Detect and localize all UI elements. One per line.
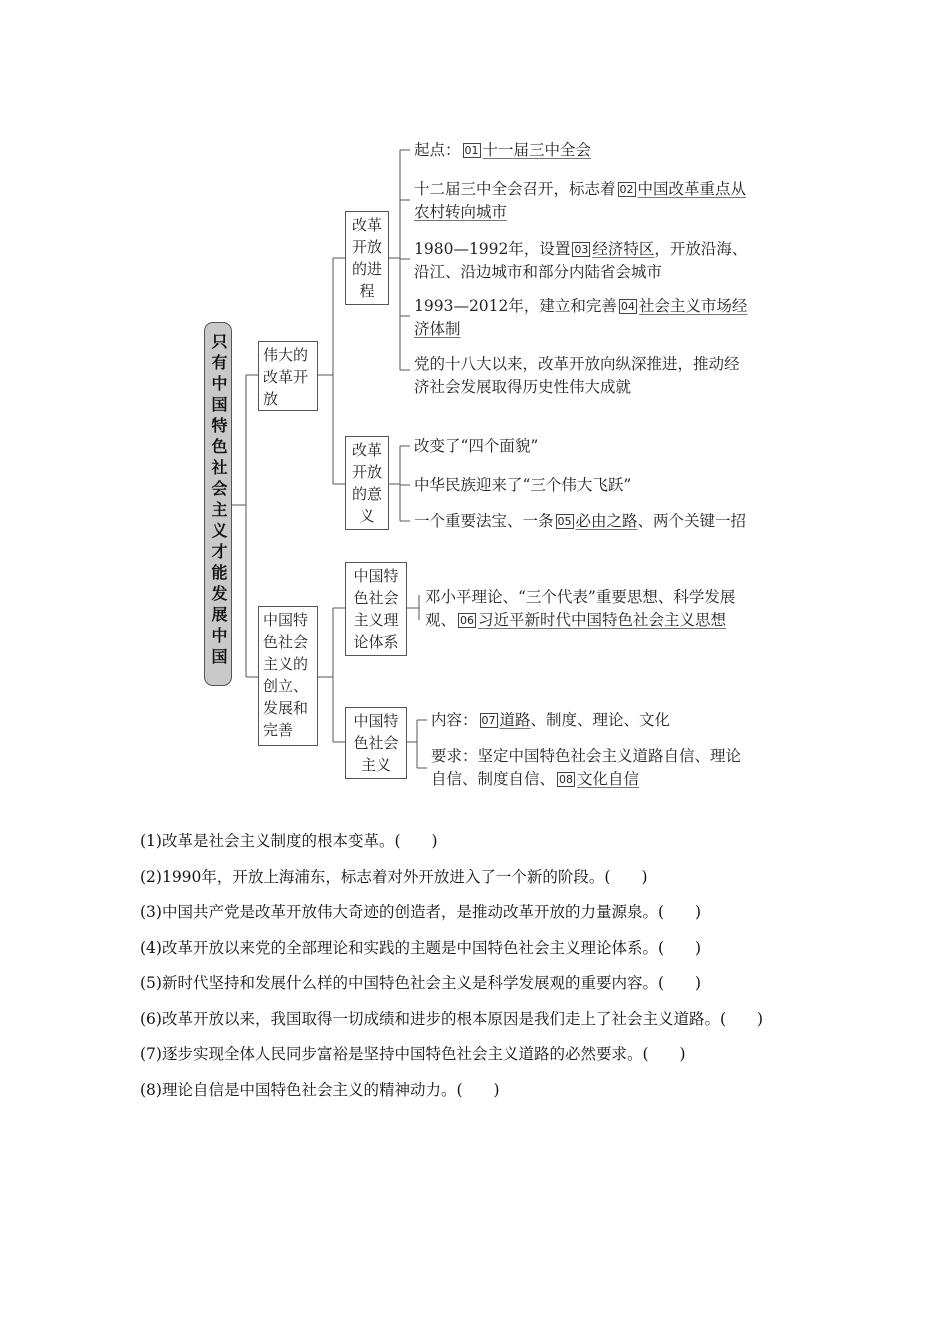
question-5: (5)新时代坚持和发展什么样的中国特色社会主义是科学发展观的重要内容。( ): [140, 974, 702, 992]
blank-number: 04: [620, 300, 635, 313]
node-reform-significance: [345, 436, 389, 530]
question-8: (8)理论自信是中国特色社会主义的精神动力。( ): [140, 1080, 500, 1099]
item-text: 要求：坚定中国特色社会主义道路自信、理论自信、制度自信、: [431, 747, 742, 788]
root-label: 只有中国特色社会主义才能发展中国: [209, 333, 228, 669]
theory-system-item: [425, 586, 755, 632]
significance-item-1: [414, 435, 538, 458]
answer-text: 中国改革重点从农村转向城市: [414, 180, 747, 221]
node-reform-process: [345, 211, 389, 305]
item-text-post: 、两个关键一招: [637, 512, 747, 530]
blank-number: 01: [464, 144, 479, 157]
item-text: 党的十八大以来，改革开放向纵深推进，推动经济社会发展取得历史性伟大成就: [414, 355, 740, 396]
item-text: 邓小平理论、“三个代表”重要思想、科学发展观、: [425, 588, 736, 629]
question-2: (2)1990年，开放上海浦东，标志着对外开放进入了一个新的阶段。( ): [140, 867, 648, 886]
question-3: (3)中国共产党是改革开放伟大奇迹的创造者，是推动改革开放的力量源泉。( ): [140, 903, 702, 921]
process-item-3: [414, 238, 754, 284]
question-7: (7)逐步实现全体人民同步富裕是坚持中国特色社会主义道路的必然要求。( ): [140, 1045, 686, 1063]
answer-text: 经济特区: [592, 240, 655, 258]
answer-text: 道路: [499, 711, 531, 729]
answer-text: 必由之路: [575, 512, 638, 530]
node-reform-process-label: 改革开放的进程: [352, 216, 383, 300]
significance-item-2: [414, 474, 631, 497]
answer-text: 社会主义市场经济体制: [414, 297, 748, 338]
process-item-5: [414, 353, 754, 399]
blank-number: 05: [557, 515, 572, 528]
item-text: 内容：: [431, 711, 478, 729]
significance-item-3: [414, 510, 746, 533]
node-great-reform: [258, 341, 318, 411]
answer-text: 十一届三中全会: [482, 141, 592, 159]
root-node: [204, 322, 232, 686]
process-item-2: [414, 178, 754, 224]
question-1: (1)改革是社会主义制度的根本变革。( ): [140, 832, 438, 850]
answer-text: 文化自信: [577, 770, 640, 788]
node-socialism-cc-label: 中国特色社会主义: [353, 712, 399, 774]
node-creation-development: [258, 606, 318, 746]
item-text: 一个重要法宝、一条: [414, 512, 554, 530]
question-4: (4)改革开放以来党的全部理论和实践的主题是中国特色社会主义理论体系。( ): [140, 938, 702, 957]
node-great-reform-label: 伟大的改革开放: [263, 346, 309, 408]
blank-number: 08: [559, 773, 574, 786]
node-socialism-cc: [345, 707, 407, 779]
node-theory-system-label: 中国特色社会主义理论体系: [353, 567, 399, 651]
socialism-content-item: [431, 709, 670, 732]
answer-text: 习近平新时代中国特色社会主义思想: [478, 611, 727, 629]
question-6: (6)改革开放以来，我国取得一切成绩和进步的根本原因是我们走上了社会主义道路。( ): [140, 1009, 764, 1028]
node-creation-development-label: 中国特色社会主义的创立、发展和完善: [263, 611, 309, 739]
item-text: 中华民族迎来了“三个伟大飞跃”: [414, 476, 632, 494]
node-theory-system: [345, 562, 407, 656]
item-text-post: 、制度、理论、文化: [530, 711, 671, 729]
node-reform-significance-label: 改革开放的意义: [352, 441, 383, 525]
true-false-questions: [140, 831, 860, 1115]
item-text: 起点：: [414, 141, 461, 159]
blank-number: 03: [574, 243, 589, 256]
blank-number: 07: [481, 714, 496, 727]
item-text: 1980—1992年，设置: [414, 240, 571, 258]
socialism-requirement-item: [431, 745, 753, 791]
process-item-4: [414, 295, 754, 341]
item-text: 十二届三中全会召开，标志着: [414, 180, 616, 198]
process-item-1: [414, 139, 591, 162]
item-text: 改变了“四个面貌”: [414, 437, 539, 455]
item-text-post: ，开放沿海、沿江、沿边城市和部分内陆省会城市: [414, 240, 748, 281]
blank-number: 06: [460, 614, 475, 627]
item-text: 1993—2012年，建立和完善: [414, 297, 617, 315]
blank-number: 02: [619, 183, 634, 196]
